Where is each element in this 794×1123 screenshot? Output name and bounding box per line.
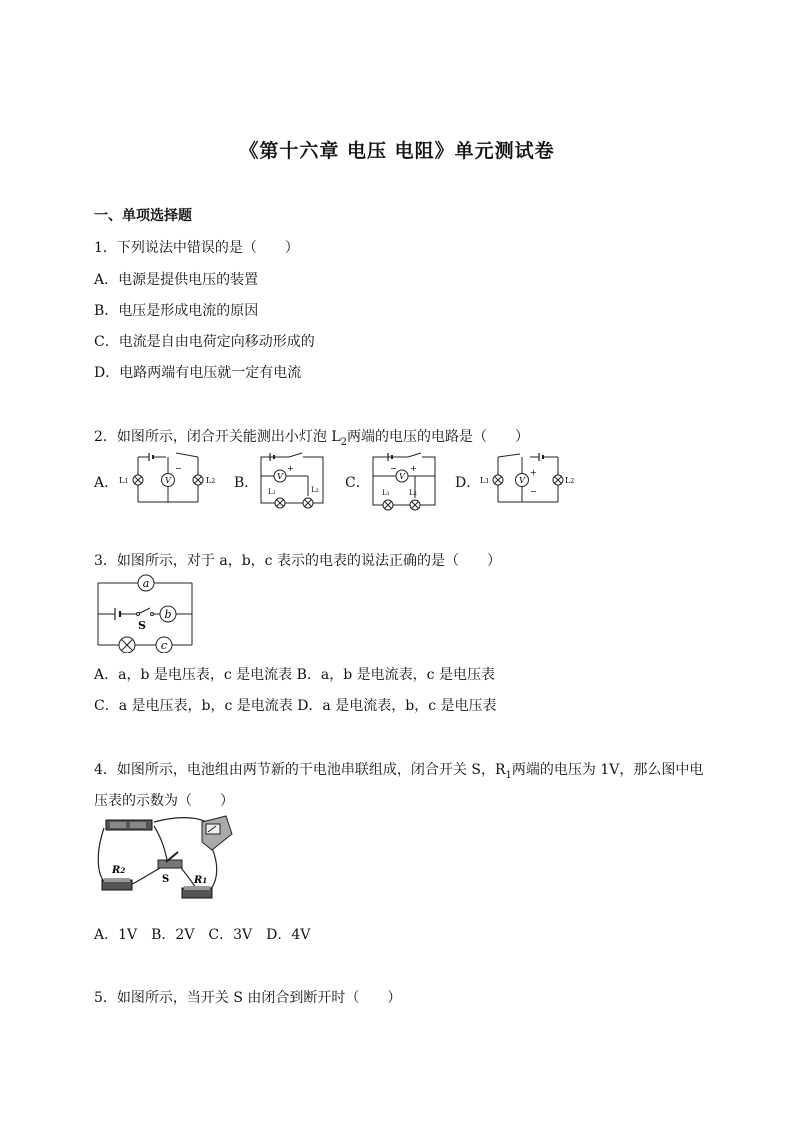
q3-options-line1: A．a，b 是电压表，c 是电流表 B．a，b 是电流表，c 是电压表 xyxy=(94,667,495,683)
q1-option-c: C．电流是自由电荷定向移动形成的 xyxy=(94,334,315,350)
q2-stem xyxy=(94,426,529,448)
polarity-plus: + xyxy=(287,464,294,473)
r2-label: R2 xyxy=(112,865,126,876)
polarity-plus: + xyxy=(530,468,537,477)
q2-label-a: A． xyxy=(94,475,119,491)
r1-label: R1 xyxy=(194,875,208,886)
q3-circuit xyxy=(94,573,194,653)
q3-options-line2: C．a 是电压表，b，c 是电流表 D．a 是电流表，b，c 是电压表 xyxy=(94,698,497,714)
q2-stem-sub: 2 xyxy=(340,436,348,448)
q4-stem-pre: 4．如图所示，电池组由两节新的干电池串联组成，闭合开关 S，R xyxy=(94,762,506,778)
lamp-label-l2: L2 xyxy=(565,476,575,485)
q4-options: A．1V B．2V C．3V D．4V xyxy=(94,927,311,943)
voltmeter-label: V xyxy=(165,476,171,485)
q2-circuit-b xyxy=(256,452,328,510)
q2-stem-post: 两端的电压的电路是（ ） xyxy=(347,429,530,445)
voltmeter-label: V xyxy=(277,472,283,481)
q1-stem: 1．下列说法中错误的是（ ） xyxy=(94,240,299,256)
section-heading: 一、单项选择题 xyxy=(94,208,192,224)
polarity-minus: − xyxy=(530,487,537,496)
q2-circuit-a xyxy=(118,452,222,508)
q3-stem: 3．如图所示，对于 a，b，c 表示的电表的说法正确的是（ ） xyxy=(94,553,501,569)
lamp-label-l1: L1 xyxy=(268,488,276,496)
lamp-label-l2: L2 xyxy=(311,486,319,494)
page-title: 《第十六章 电压 电阻》单元测试卷 xyxy=(239,140,555,162)
q1-option-a: A．电源是提供电压的装置 xyxy=(94,272,259,288)
q4-circuit-photo xyxy=(94,812,234,904)
meter-c-label: c xyxy=(160,639,168,652)
q2-label-c: C． xyxy=(345,475,370,491)
q2-circuit-d xyxy=(478,452,578,508)
lamp-label-l2: L2 xyxy=(206,476,216,485)
q2-stem-pre: 2．如图所示，闭合开关能测出小灯泡 L xyxy=(94,429,341,445)
q4-stem-line2: 压表的示数为（ ） xyxy=(94,793,234,809)
lamp-label-l1: L1 xyxy=(480,476,490,485)
q5-stem: 5．如图所示，当开关 S 由闭合到断开时（ ） xyxy=(94,990,402,1006)
lamp-label-l1: L1 xyxy=(119,476,129,485)
polarity-plus: + xyxy=(410,464,417,473)
voltmeter-label: V xyxy=(399,472,405,481)
meter-a-label: a xyxy=(142,577,150,590)
q2-label-b: B． xyxy=(234,475,259,491)
q1-option-b: B．电压是形成电流的原因 xyxy=(94,303,259,319)
polarity-minus: − xyxy=(175,464,182,473)
switch-label: S xyxy=(138,619,146,632)
q2-label-d: D． xyxy=(455,475,481,491)
q4-stem-post: 两端的电压为 1V，那么图中电 xyxy=(511,762,704,778)
q1-option-d: D．电路两端有电压就一定有电流 xyxy=(94,365,302,381)
lamp-label-l1: L1 xyxy=(382,489,390,497)
meter-b-label: b xyxy=(164,608,172,621)
q4-stem-sub: 1 xyxy=(505,769,512,781)
q4-stem-line1 xyxy=(94,759,703,781)
polarity-minus: − xyxy=(390,464,397,473)
switch-label: S xyxy=(162,874,170,885)
voltmeter-label: V xyxy=(519,476,525,485)
q2-circuit-c xyxy=(368,452,440,512)
lamp-label-l2: L2 xyxy=(409,489,417,497)
